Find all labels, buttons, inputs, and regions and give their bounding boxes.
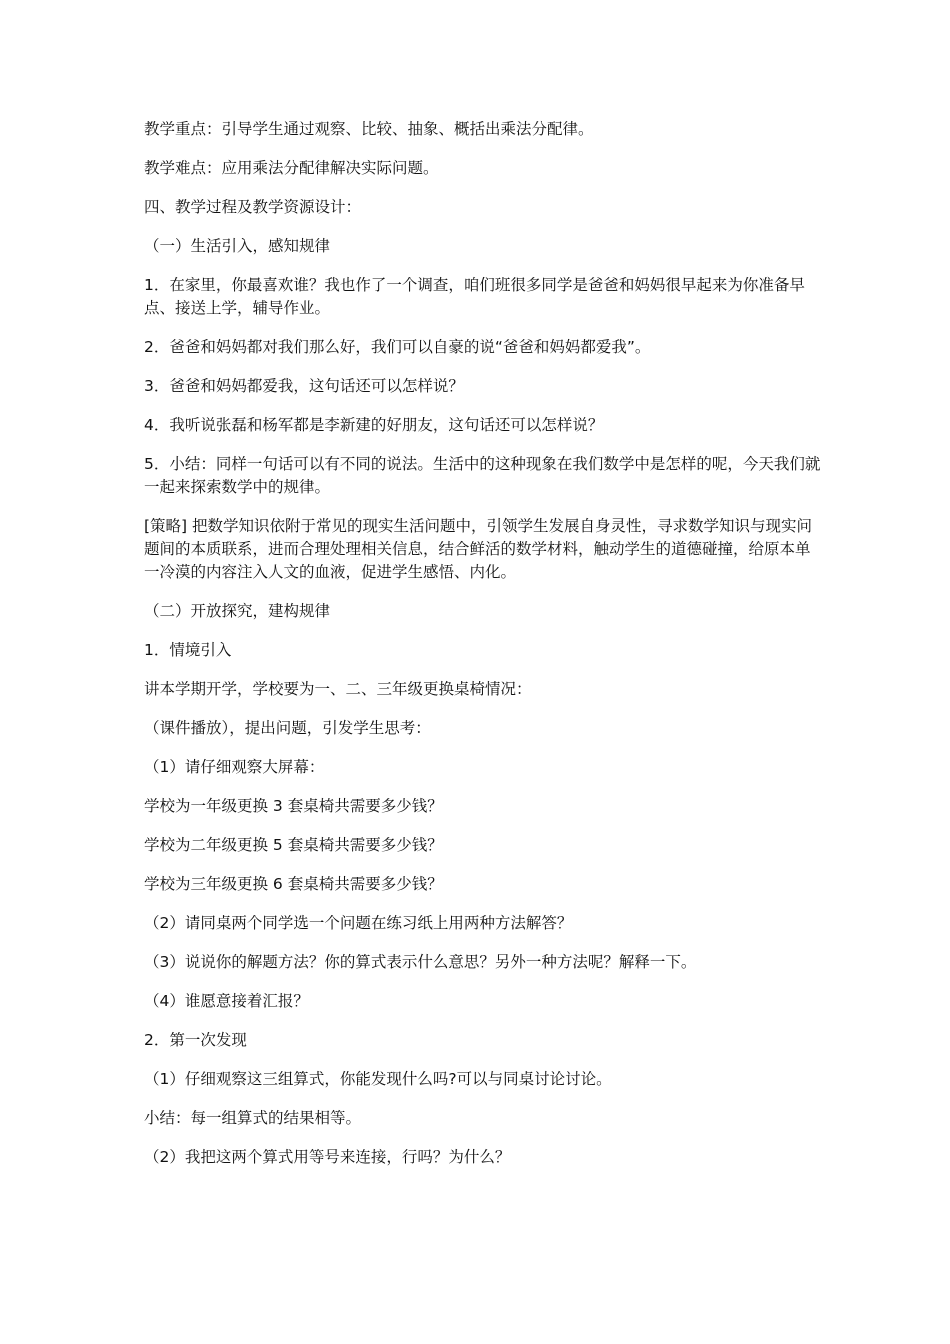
paragraph-courseware: （课件播放），提出问题，引发学生思考： — [144, 719, 431, 737]
paragraph-equals-sign: （2）我把这两个算式用等号来连接，行吗？为什么？ — [144, 1148, 511, 1166]
paragraph-teaching-focus: 教学重点：引导学生通过观察、比较、抽象、概括出乘法分配律。 — [144, 120, 594, 138]
paragraph-item-5: 5．小结：同样一句话可以有不同的说法。生活中的这种现象在我们数学中是怎样的呢，今天我们就一起来探索数学中的规律。 — [144, 455, 821, 496]
paragraph-report: （4）谁愿意接着汇报？ — [144, 992, 309, 1010]
paragraph-item-4: 4．我听说张磊和杨军都是李新建的好朋友，这句话还可以怎样说？ — [144, 416, 604, 434]
paragraph-question-grade-2: 学校为二年级更换 5 套桌椅共需要多少钱？ — [144, 836, 443, 854]
paragraph-item-3: 3．爸爸和妈妈都爱我，这句话还可以怎样说？ — [144, 377, 464, 395]
paragraph-summary-equal: 小结：每一组算式的结果相等。 — [144, 1109, 362, 1127]
paragraph-item-2: 2．爸爸和妈妈都对我们那么好，我们可以自豪的说“爸爸和妈妈都爱我”。 — [144, 338, 651, 356]
paragraph-explain-method: （3）说说你的解题方法？你的算式表示什么意思？另外一种方法呢？解释一下。 — [144, 953, 697, 971]
paragraph-question-grade-1: 学校为一年级更换 3 套桌椅共需要多少钱？ — [144, 797, 443, 815]
subsection-heading-explore: （二）开放探究，建构规律 — [144, 602, 331, 620]
paragraph-observe-screen: （1）请仔细观察大屏幕： — [144, 758, 325, 776]
paragraph-strategy: [策略] 把数学知识依附于常见的现实生活问题中，引领学生发展自身灵性，寻求数学知识与现实问题间的本质联系，进而合理处理相关信息，结合鲜活的数学材料，触动学生的道德碰撞，给原本单一冷漠的内容注入人文的血液，促进学生感悟、内化。 — [144, 517, 813, 581]
paragraph-first-discovery: 2．第一次发现 — [144, 1031, 247, 1049]
paragraph-question-grade-3: 学校为三年级更换 6 套桌椅共需要多少钱？ — [144, 875, 443, 893]
document-page — [144, 118, 824, 1185]
subsection-heading-life-intro: （一）生活引入，感知规律 — [144, 237, 331, 255]
paragraph-situation-intro: 1．情境引入 — [144, 641, 232, 659]
section-heading-process: 四、教学过程及教学资源设计： — [144, 198, 362, 216]
paragraph-item-1: 1．在家里，你最喜欢谁？我也作了一个调查，咱们班很多同学是爸爸和妈妈很早起来为你准备早点、接送上学，辅导作业。 — [144, 276, 805, 317]
paragraph-teaching-difficulty: 教学难点：应用乘法分配律解决实际问题。 — [144, 159, 439, 177]
paragraph-desk-replacement: 讲本学期开学，学校要为一、二、三年级更换桌椅情况： — [144, 680, 532, 698]
paragraph-two-methods: （2）请同桌两个同学选一个问题在练习纸上用两种方法解答？ — [144, 914, 573, 932]
paragraph-observe-formulas: （1）仔细观察这三组算式，你能发现什么吗?可以与同桌讨论讨论。 — [144, 1070, 612, 1088]
